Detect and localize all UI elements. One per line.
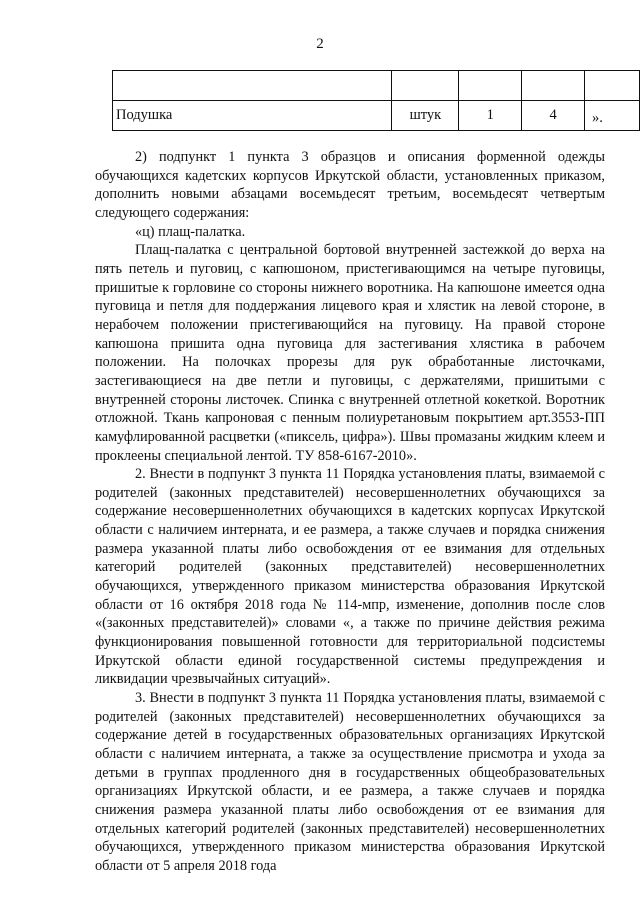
table-cell	[392, 71, 459, 101]
table-row-empty	[113, 71, 640, 101]
page-number: 2	[316, 36, 324, 52]
table-cell	[459, 71, 522, 101]
paragraph: 3. Внести в подпункт 3 пункта 11 Порядка установления платы, взимаемой с родителей (законных представителей) несовершеннолетних обучающихся за содержание детей в государственных образовательных организациях Иркутской области с наличием интерната, а также за осуществление присмотра и ухода за детьми в группах продленного дня в государственных общеобразовательных организациях Иркутской области, и ее размера, а также случаев и порядка снижения размера указанной платы либо освобождения от ее взимания для отдельных категорий родителей (законных представителей) несовершеннолетних обучающихся, утвержденного приказом министерства образования Иркутской области от 5 апреля 2018 года	[95, 690, 605, 874]
items-table	[112, 70, 640, 131]
paragraph: 2. Внести в подпункт 3 пункта 11 Порядка установления платы, взимаемой с родителей (законных представителей) несовершеннолетних обучающихся за содержание несовершеннолетних обучающихся в кадетских корпусах Иркутской области с наличием интерната, и ее размера, а также случаев и порядка снижения размера указанной платы либо освобождения от ее взимания для отдельных категорий родителей (законных представителей) несовершеннолетних обучающихся, утвержденного приказом министерства образования Иркутской области от 16 октября 2018 года № 114-мпр, изменение, дополнив после слов «(законных представителей)» словами «, а также по причине действия режима функционирования повышенной готовности для территориальной подсистемы Иркутской области единой государственной системы предупреждения и ликвидации чрезвычайных ситуаций».	[95, 466, 605, 688]
table-closing-quote: ».	[592, 110, 603, 126]
paragraph: Плащ-палатка с центральной бортовой внутренней застежкой до верха на пять петель и пуговиц, с капюшоном, пристегивающимся на четыре пуговицы, пришитые к горловине со стороны нижнего воротника. На капюшоне имеется одна пуговица и петля для поддержания лицевого края и хлястик на левой стороне, в нерабочем положении пристегивающийся на пуговицу. На правой стороне капюшона пришита одна пуговица для застегивания хлястика в рабочем положении. На полочках прорезы для рук обработанные листочками, застегивающиеся на две петли и пуговицы, с держателями, пришитыми с внутренней стороны листочек. Спинка с внутренней отлетной кокеткой. Воротник отложной. Ткань капроновая с пенным полиуретановым покрытием арт.3553-ПП камуфлированной расцветки («пиксель, цифра»). Швы промазаны жидким клеем и проклеены специальной лентой. ТУ 858-6167-2010».	[95, 242, 605, 464]
table-cell	[522, 71, 585, 101]
paragraph: «ц) плащ-палатка.	[135, 223, 246, 240]
table-cell	[113, 71, 392, 101]
document-body	[95, 148, 605, 876]
table-cell	[585, 71, 640, 101]
item-qty-1-cell: 1	[459, 101, 522, 131]
table-row	[113, 101, 640, 131]
item-unit-cell: штук	[392, 101, 459, 131]
item-qty-2-cell: 4	[522, 101, 585, 131]
item-name-cell: Подушка	[113, 101, 392, 131]
paragraph: 2) подпункт 1 пункта 3 образцов и описания форменной одежды обучающихся кадетских корпусов Иркутской области, установленных приказом, дополнить новыми абзацами восемьдесят третьим, восемьдесят четвертым следующего содержания:	[95, 149, 605, 221]
